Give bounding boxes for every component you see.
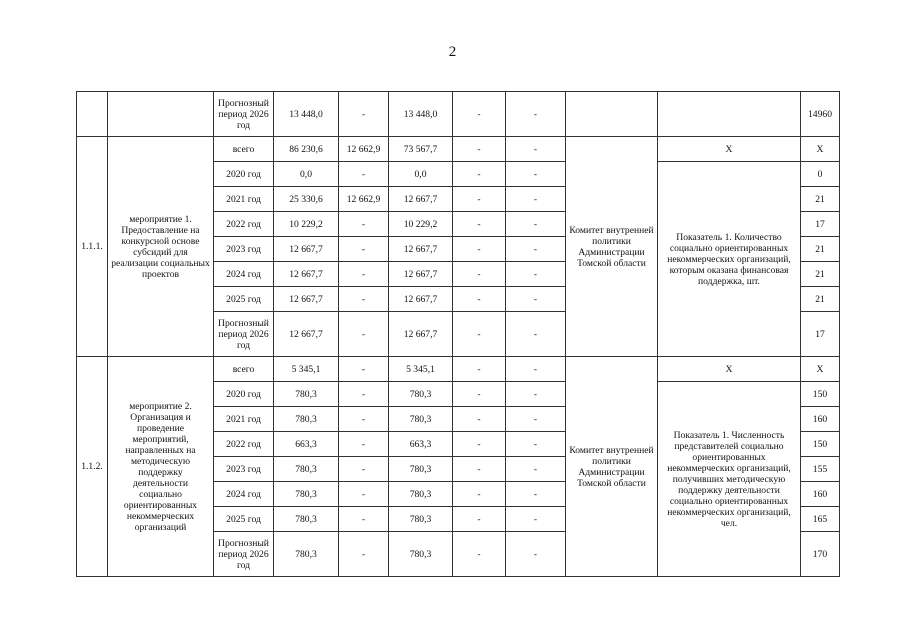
period-cell: всего [214,137,274,162]
total-cell: 780,3 [274,482,339,507]
indicator-value-cell: 21 [801,187,840,212]
empty-cell [658,92,801,137]
period-cell: 2021 год [214,407,274,432]
period-cell: всего [214,357,274,382]
executor-cell: Комитет внутренней политики Администрации Томской области [566,137,658,357]
federal-cell: - [339,432,389,457]
period-cell: 2023 год [214,457,274,482]
local-cell: - [453,482,506,507]
event-name: мероприятие 2. Организация и проведение мероприятий, направленных на методическую поддержку деятельности социально ориентированных некоммерческих организаций [108,357,214,577]
federal-cell: - [339,92,389,137]
table-row [77,357,840,382]
empty-cell [566,92,658,137]
period-cell: 2024 год [214,482,274,507]
other-cell: - [506,162,566,187]
local-cell: - [453,432,506,457]
indicator-value-cell: 0 [801,162,840,187]
indicator-value-cell: 170 [801,532,840,577]
federal-cell: - [339,457,389,482]
other-cell: - [506,137,566,162]
period-cell: 2025 год [214,287,274,312]
regional-cell: 780,3 [389,532,453,577]
other-cell: - [506,432,566,457]
local-cell: - [453,507,506,532]
indicator-name-cell: Показатель 1. Количество социально ориентированных некоммерческих организаций, которым оказана финансовая поддержка, шт. [658,162,801,357]
total-cell: 10 229,2 [274,212,339,237]
federal-cell: - [339,357,389,382]
local-cell: - [453,187,506,212]
local-cell: - [453,457,506,482]
total-cell: 12 667,7 [274,262,339,287]
period-cell: Прогнозный период 2026 год [214,312,274,357]
regional-cell: 780,3 [389,382,453,407]
federal-cell: - [339,162,389,187]
other-cell: - [506,407,566,432]
indicator-value-cell: 155 [801,457,840,482]
total-cell: 780,3 [274,382,339,407]
other-cell: - [506,357,566,382]
regional-cell: 780,3 [389,482,453,507]
period-cell: 2020 год [214,162,274,187]
regional-cell: 10 229,2 [389,212,453,237]
local-cell: - [453,357,506,382]
total-cell: 12 667,7 [274,287,339,312]
event-number: 1.1.2. [77,357,108,577]
period-cell: 2023 год [214,237,274,262]
event-name: мероприятие 1. Предоставление на конкурсной основе субсидий для реализации социальных проектов [108,137,214,357]
other-cell: - [506,312,566,357]
local-cell: - [453,287,506,312]
indicator-value-cell: 17 [801,312,840,357]
other-cell: - [506,187,566,212]
regional-cell: 780,3 [389,407,453,432]
regional-cell: 663,3 [389,432,453,457]
budget-table [76,91,840,577]
period-cell: 2022 год [214,212,274,237]
total-cell: 663,3 [274,432,339,457]
regional-cell: 780,3 [389,507,453,532]
regional-cell: 5 345,1 [389,357,453,382]
regional-cell: 12 667,7 [389,262,453,287]
other-cell: - [506,507,566,532]
period-cell: 2025 год [214,507,274,532]
regional-cell: 12 667,7 [389,287,453,312]
federal-cell: - [339,382,389,407]
total-cell: 780,3 [274,507,339,532]
period-cell: 2024 год [214,262,274,287]
regional-cell: 13 448,0 [389,92,453,137]
local-cell: - [453,312,506,357]
total-cell: 780,3 [274,407,339,432]
federal-cell: - [339,482,389,507]
total-cell: 5 345,1 [274,357,339,382]
period-cell: Прогнозный период 2026 год [214,532,274,577]
local-cell: - [453,532,506,577]
federal-cell: - [339,507,389,532]
total-cell: 12 667,7 [274,237,339,262]
indicator-value-cell: 21 [801,237,840,262]
indicator-value-cell: 21 [801,262,840,287]
indicator-value-cell: 14960 [801,92,840,137]
federal-cell: - [339,237,389,262]
regional-cell: 12 667,7 [389,187,453,212]
other-cell: - [506,532,566,577]
indicator-value-cell: 17 [801,212,840,237]
local-cell: - [453,212,506,237]
total-cell: 86 230,6 [274,137,339,162]
regional-cell: 12 667,7 [389,312,453,357]
federal-cell: 12 662,9 [339,137,389,162]
indicator-value-cell: 160 [801,482,840,507]
local-cell: - [453,262,506,287]
page-number: 2 [448,44,457,60]
empty-cell [108,92,214,137]
federal-cell: - [339,532,389,577]
total-cell: 25 330,6 [274,187,339,212]
regional-cell: 780,3 [389,457,453,482]
local-cell: - [453,92,506,137]
indicator-value-cell: X [801,357,840,382]
regional-cell: 0,0 [389,162,453,187]
total-cell: 780,3 [274,532,339,577]
indicator-value-cell: 21 [801,287,840,312]
federal-cell: - [339,407,389,432]
indicator-value-cell: 150 [801,382,840,407]
total-cell: 12 667,7 [274,312,339,357]
federal-cell: 12 662,9 [339,187,389,212]
period-cell: Прогнозный период 2026 год [214,92,274,137]
federal-cell: - [339,262,389,287]
regional-cell: 12 667,7 [389,237,453,262]
executor-cell: Комитет внутренней политики Администрации Томской области [566,357,658,577]
local-cell: - [453,407,506,432]
indicator-name-cell: Показатель 1. Численность представителей социально ориентированных некоммерческих организаций, получивших методическую поддержку деятельности социально ориентированных некоммерческих организаций, чел. [658,382,801,577]
table-row [77,92,840,137]
indicator-header-cell: X [658,357,801,382]
local-cell: - [453,137,506,162]
empty-cell [77,92,108,137]
indicator-value-cell: X [801,137,840,162]
total-cell: 13 448,0 [274,92,339,137]
local-cell: - [453,237,506,262]
federal-cell: - [339,287,389,312]
other-cell: - [506,457,566,482]
local-cell: - [453,162,506,187]
other-cell: - [506,482,566,507]
other-cell: - [506,237,566,262]
indicator-header-cell: X [658,137,801,162]
other-cell: - [506,382,566,407]
other-cell: - [506,287,566,312]
indicator-value-cell: 160 [801,407,840,432]
event-number: 1.1.1. [77,137,108,357]
period-cell: 2021 год [214,187,274,212]
federal-cell: - [339,212,389,237]
federal-cell: - [339,312,389,357]
table-row [77,137,840,162]
indicator-value-cell: 165 [801,507,840,532]
period-cell: 2020 год [214,382,274,407]
regional-cell: 73 567,7 [389,137,453,162]
other-cell: - [506,92,566,137]
total-cell: 780,3 [274,457,339,482]
other-cell: - [506,212,566,237]
indicator-value-cell: 150 [801,432,840,457]
local-cell: - [453,382,506,407]
total-cell: 0,0 [274,162,339,187]
other-cell: - [506,262,566,287]
period-cell: 2022 год [214,432,274,457]
